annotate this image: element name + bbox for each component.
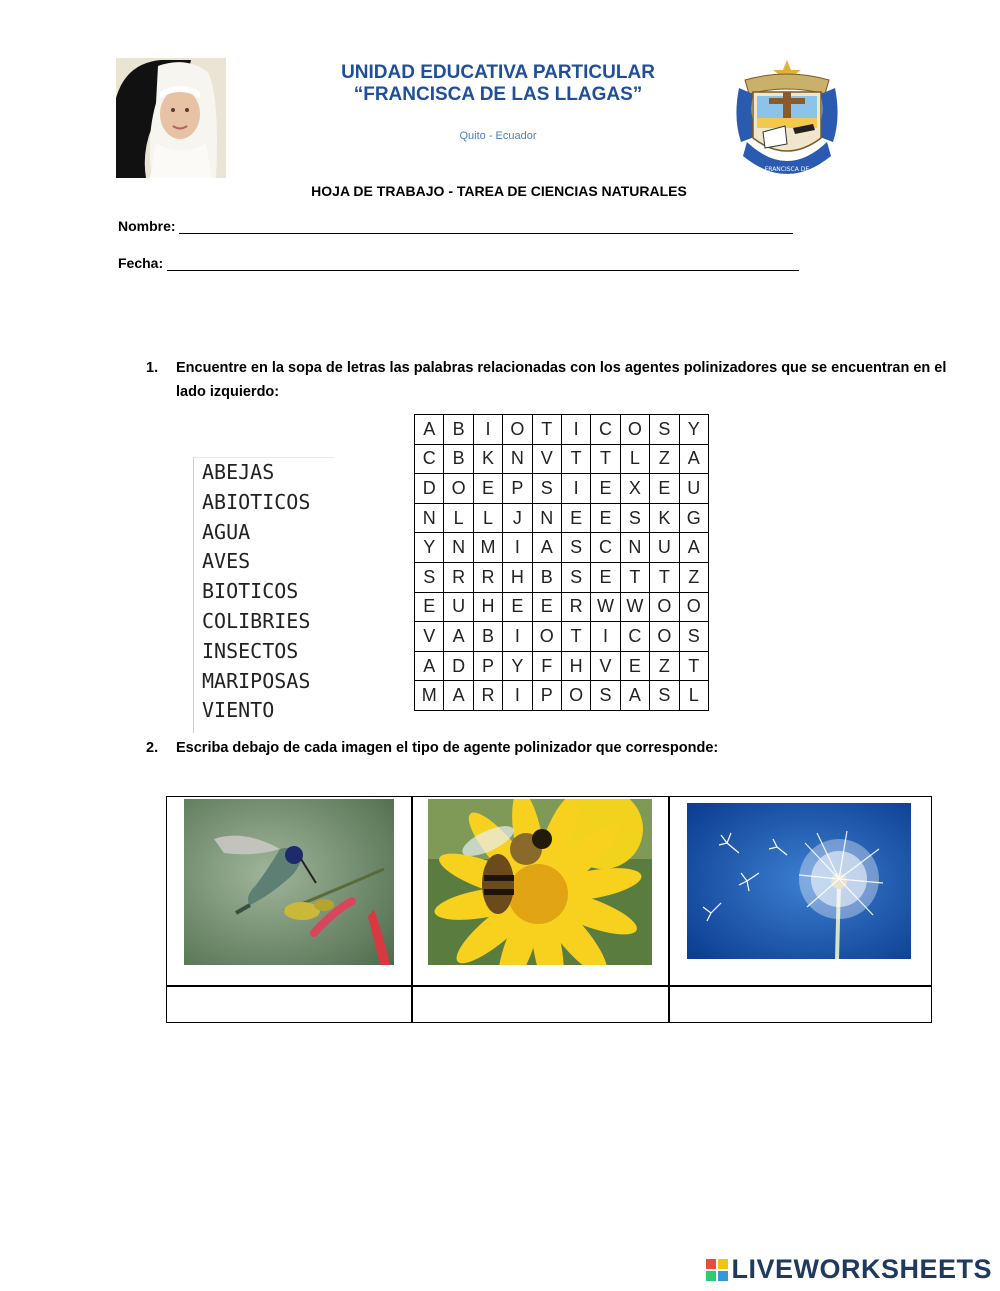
date-field-row <box>118 255 799 271</box>
word-list-item: ABEJAS <box>202 460 275 484</box>
word-search-cell[interactable]: W <box>591 592 620 622</box>
word-search-cell[interactable]: P <box>503 474 532 504</box>
word-list-item: BIOTICOS <box>202 579 299 604</box>
word-search-grid <box>414 414 709 711</box>
question-2 <box>146 736 966 762</box>
word-search-cell[interactable]: D <box>415 474 444 504</box>
word-search-row <box>415 592 709 622</box>
name-input-line[interactable] <box>179 219 793 234</box>
word-search-cell[interactable]: N <box>503 444 532 474</box>
word-list-item: INSECTOS <box>202 638 299 663</box>
date-label: Fecha: <box>118 255 164 271</box>
word-search-row <box>415 562 709 592</box>
word-search-cell[interactable]: O <box>532 622 561 652</box>
word-search-cell[interactable]: O <box>620 415 649 445</box>
word-search-cell[interactable]: E <box>650 474 679 504</box>
word-search-cell[interactable]: E <box>503 592 532 622</box>
word-search-cell[interactable]: O <box>561 681 590 711</box>
svg-text:LAS LLAGAS: LAS LLAGAS <box>768 173 806 180</box>
word-search-cell[interactable]: C <box>591 533 620 563</box>
liveworksheets-logo <box>706 1254 992 1285</box>
word-list-item: COLIBRIES <box>202 608 311 633</box>
word-search-cell[interactable]: R <box>473 562 502 592</box>
bee-flower-photo <box>428 799 652 965</box>
word-search-cell[interactable]: P <box>532 681 561 711</box>
word-search-cell[interactable]: H <box>561 651 590 681</box>
date-input-line[interactable] <box>167 256 799 271</box>
word-search-cell[interactable]: S <box>650 415 679 445</box>
word-search-cell[interactable]: E <box>591 562 620 592</box>
word-search-cell[interactable]: U <box>444 592 473 622</box>
word-search-cell[interactable]: S <box>650 681 679 711</box>
word-search-cell[interactable]: J <box>503 503 532 533</box>
word-search-cell[interactable]: N <box>444 533 473 563</box>
founder-portrait <box>116 58 226 178</box>
word-search-cell[interactable]: N <box>532 503 561 533</box>
word-search-cell[interactable]: B <box>473 622 502 652</box>
word-search-cell[interactable]: T <box>561 444 590 474</box>
word-search-cell[interactable]: H <box>473 592 502 622</box>
word-search-cell[interactable]: K <box>473 444 502 474</box>
word-search-cell[interactable]: I <box>591 622 620 652</box>
word-search-cell[interactable]: S <box>591 681 620 711</box>
question-2-number: 2. <box>146 740 159 756</box>
brand-name: LIVEWORKSHEETS <box>731 1254 992 1284</box>
word-list-item: VIENTO <box>202 698 275 723</box>
word-search-cell[interactable]: Y <box>503 651 532 681</box>
word-search-cell[interactable]: O <box>444 474 473 504</box>
word-search-cell[interactable]: V <box>591 651 620 681</box>
word-search-cell[interactable]: A <box>679 533 708 563</box>
word-search-cell[interactable]: E <box>561 503 590 533</box>
word-search-cell[interactable]: E <box>532 592 561 622</box>
word-search-cell[interactable]: Y <box>415 533 444 563</box>
word-search-cell[interactable]: S <box>532 474 561 504</box>
word-search-cell[interactable]: E <box>415 592 444 622</box>
word-search-cell[interactable]: K <box>650 503 679 533</box>
word-search-cell[interactable]: R <box>561 592 590 622</box>
word-search-cell[interactable]: S <box>561 533 590 563</box>
school-name-line1: UNIDAD EDUCATIVA PARTICULAR <box>341 62 655 83</box>
school-city: Quito - Ecuador <box>459 130 537 142</box>
word-search-row <box>415 622 709 652</box>
word-search-cell[interactable]: T <box>591 444 620 474</box>
question-2-text: Escriba debajo de cada imagen el tipo de agente polinizador que corresponde: <box>176 740 719 756</box>
word-search-row <box>415 444 709 474</box>
word-search-cell[interactable]: R <box>473 681 502 711</box>
word-search-cell[interactable]: I <box>561 474 590 504</box>
word-list-item: AVES <box>202 549 251 574</box>
word-list-item: ABIOTICOS <box>202 489 311 514</box>
school-crest <box>729 58 845 186</box>
word-search-cell[interactable]: T <box>532 415 561 445</box>
word-search-cell[interactable]: L <box>620 444 649 474</box>
word-search-cell[interactable]: I <box>473 415 502 445</box>
hummingbird-photo <box>184 799 394 965</box>
word-search-cell[interactable]: A <box>415 415 444 445</box>
word-search-cell[interactable]: B <box>444 415 473 445</box>
school-name <box>300 62 696 106</box>
word-search-row <box>415 651 709 681</box>
word-search-cell[interactable]: B <box>444 444 473 474</box>
word-search-cell[interactable]: A <box>620 681 649 711</box>
word-search-cell[interactable]: P <box>473 651 502 681</box>
word-search-cell[interactable]: U <box>679 474 708 504</box>
word-search-cell[interactable]: A <box>444 681 473 711</box>
word-search-cell[interactable]: S <box>620 503 649 533</box>
word-search-cell[interactable]: C <box>591 415 620 445</box>
word-search-cell[interactable]: G <box>679 503 708 533</box>
answer-cell-2[interactable] <box>411 985 670 1023</box>
word-search-cell[interactable]: E <box>591 474 620 504</box>
dandelion-wind-photo <box>687 803 911 959</box>
word-search-cell[interactable]: L <box>679 681 708 711</box>
question-1-number: 1. <box>146 360 159 376</box>
word-search-cell[interactable]: S <box>415 562 444 592</box>
word-search-cell[interactable]: B <box>532 562 561 592</box>
answer-cell-3[interactable] <box>668 985 932 1023</box>
word-search-cell[interactable]: D <box>444 651 473 681</box>
word-search-cell[interactable]: Z <box>650 651 679 681</box>
word-search-cell[interactable]: Y <box>679 415 708 445</box>
word-search-cell[interactable]: R <box>444 562 473 592</box>
word-search-cell[interactable]: A <box>679 444 708 474</box>
word-search-cell[interactable]: T <box>679 651 708 681</box>
word-search-cell[interactable]: V <box>415 622 444 652</box>
word-search-row <box>415 474 709 504</box>
word-search-cell[interactable]: T <box>561 622 590 652</box>
word-search-cell[interactable]: S <box>679 622 708 652</box>
word-search-cell[interactable]: X <box>620 474 649 504</box>
word-search-cell[interactable]: H <box>503 562 532 592</box>
word-search-row <box>415 533 709 563</box>
word-search-cell[interactable]: O <box>503 415 532 445</box>
word-search-cell[interactable]: T <box>650 562 679 592</box>
worksheet-title: HOJA DE TRABAJO - TAREA DE CIENCIAS NATURALES <box>311 183 687 199</box>
name-label: Nombre: <box>118 218 176 234</box>
word-search-cell[interactable]: A <box>415 651 444 681</box>
word-search-cell[interactable]: T <box>620 562 649 592</box>
word-search-cell[interactable]: C <box>415 444 444 474</box>
word-search-cell[interactable]: I <box>503 681 532 711</box>
word-search-cell[interactable]: F <box>532 651 561 681</box>
pollinator-picture-table <box>166 796 932 1023</box>
word-search-cell[interactable]: A <box>532 533 561 563</box>
name-field-row <box>118 218 793 234</box>
word-search-cell[interactable]: M <box>415 681 444 711</box>
word-search-cell[interactable]: A <box>444 622 473 652</box>
word-search-cell[interactable]: O <box>650 622 679 652</box>
word-search-cell[interactable]: S <box>561 562 590 592</box>
word-search-cell[interactable]: M <box>473 533 502 563</box>
school-name-line2: “FRANCISCA DE LAS LLAGAS” <box>353 84 643 105</box>
word-search-cell[interactable]: V <box>532 444 561 474</box>
word-search-cell[interactable]: L <box>444 503 473 533</box>
word-search-cell[interactable]: I <box>503 533 532 563</box>
answer-cell-1[interactable] <box>166 985 413 1023</box>
question-1 <box>146 356 966 406</box>
word-search-row <box>415 415 709 445</box>
logo-blocks-icon <box>706 1259 728 1281</box>
word-search-cell[interactable]: E <box>620 651 649 681</box>
word-search-row <box>415 503 709 533</box>
word-search-cell[interactable]: U <box>650 533 679 563</box>
word-search-cell[interactable]: E <box>591 503 620 533</box>
word-search-cell[interactable]: Z <box>650 444 679 474</box>
word-search-cell[interactable]: O <box>679 592 708 622</box>
word-search-cell[interactable]: O <box>650 592 679 622</box>
word-search-cell[interactable]: Z <box>679 562 708 592</box>
word-search-cell[interactable]: N <box>415 503 444 533</box>
word-list-item: MARIPOSAS <box>202 668 311 693</box>
word-search-row <box>415 681 709 711</box>
word-search-cell[interactable]: W <box>620 592 649 622</box>
word-search-cell[interactable]: C <box>620 622 649 652</box>
word-list-item: AGUA <box>202 519 251 544</box>
word-list <box>193 457 334 733</box>
word-search-cell[interactable]: I <box>561 415 590 445</box>
word-search-cell[interactable]: L <box>473 503 502 533</box>
word-search-cell[interactable]: E <box>473 474 502 504</box>
question-1-text: Encuentre en la sopa de letras las palabras relacionadas con los agentes polinizadores que se encuentran en el lado izquierdo: <box>176 360 947 400</box>
word-search-cell[interactable]: N <box>620 533 649 563</box>
word-search-cell[interactable]: I <box>503 622 532 652</box>
svg-text:FRANCISCA DE: FRANCISCA DE <box>764 166 810 173</box>
